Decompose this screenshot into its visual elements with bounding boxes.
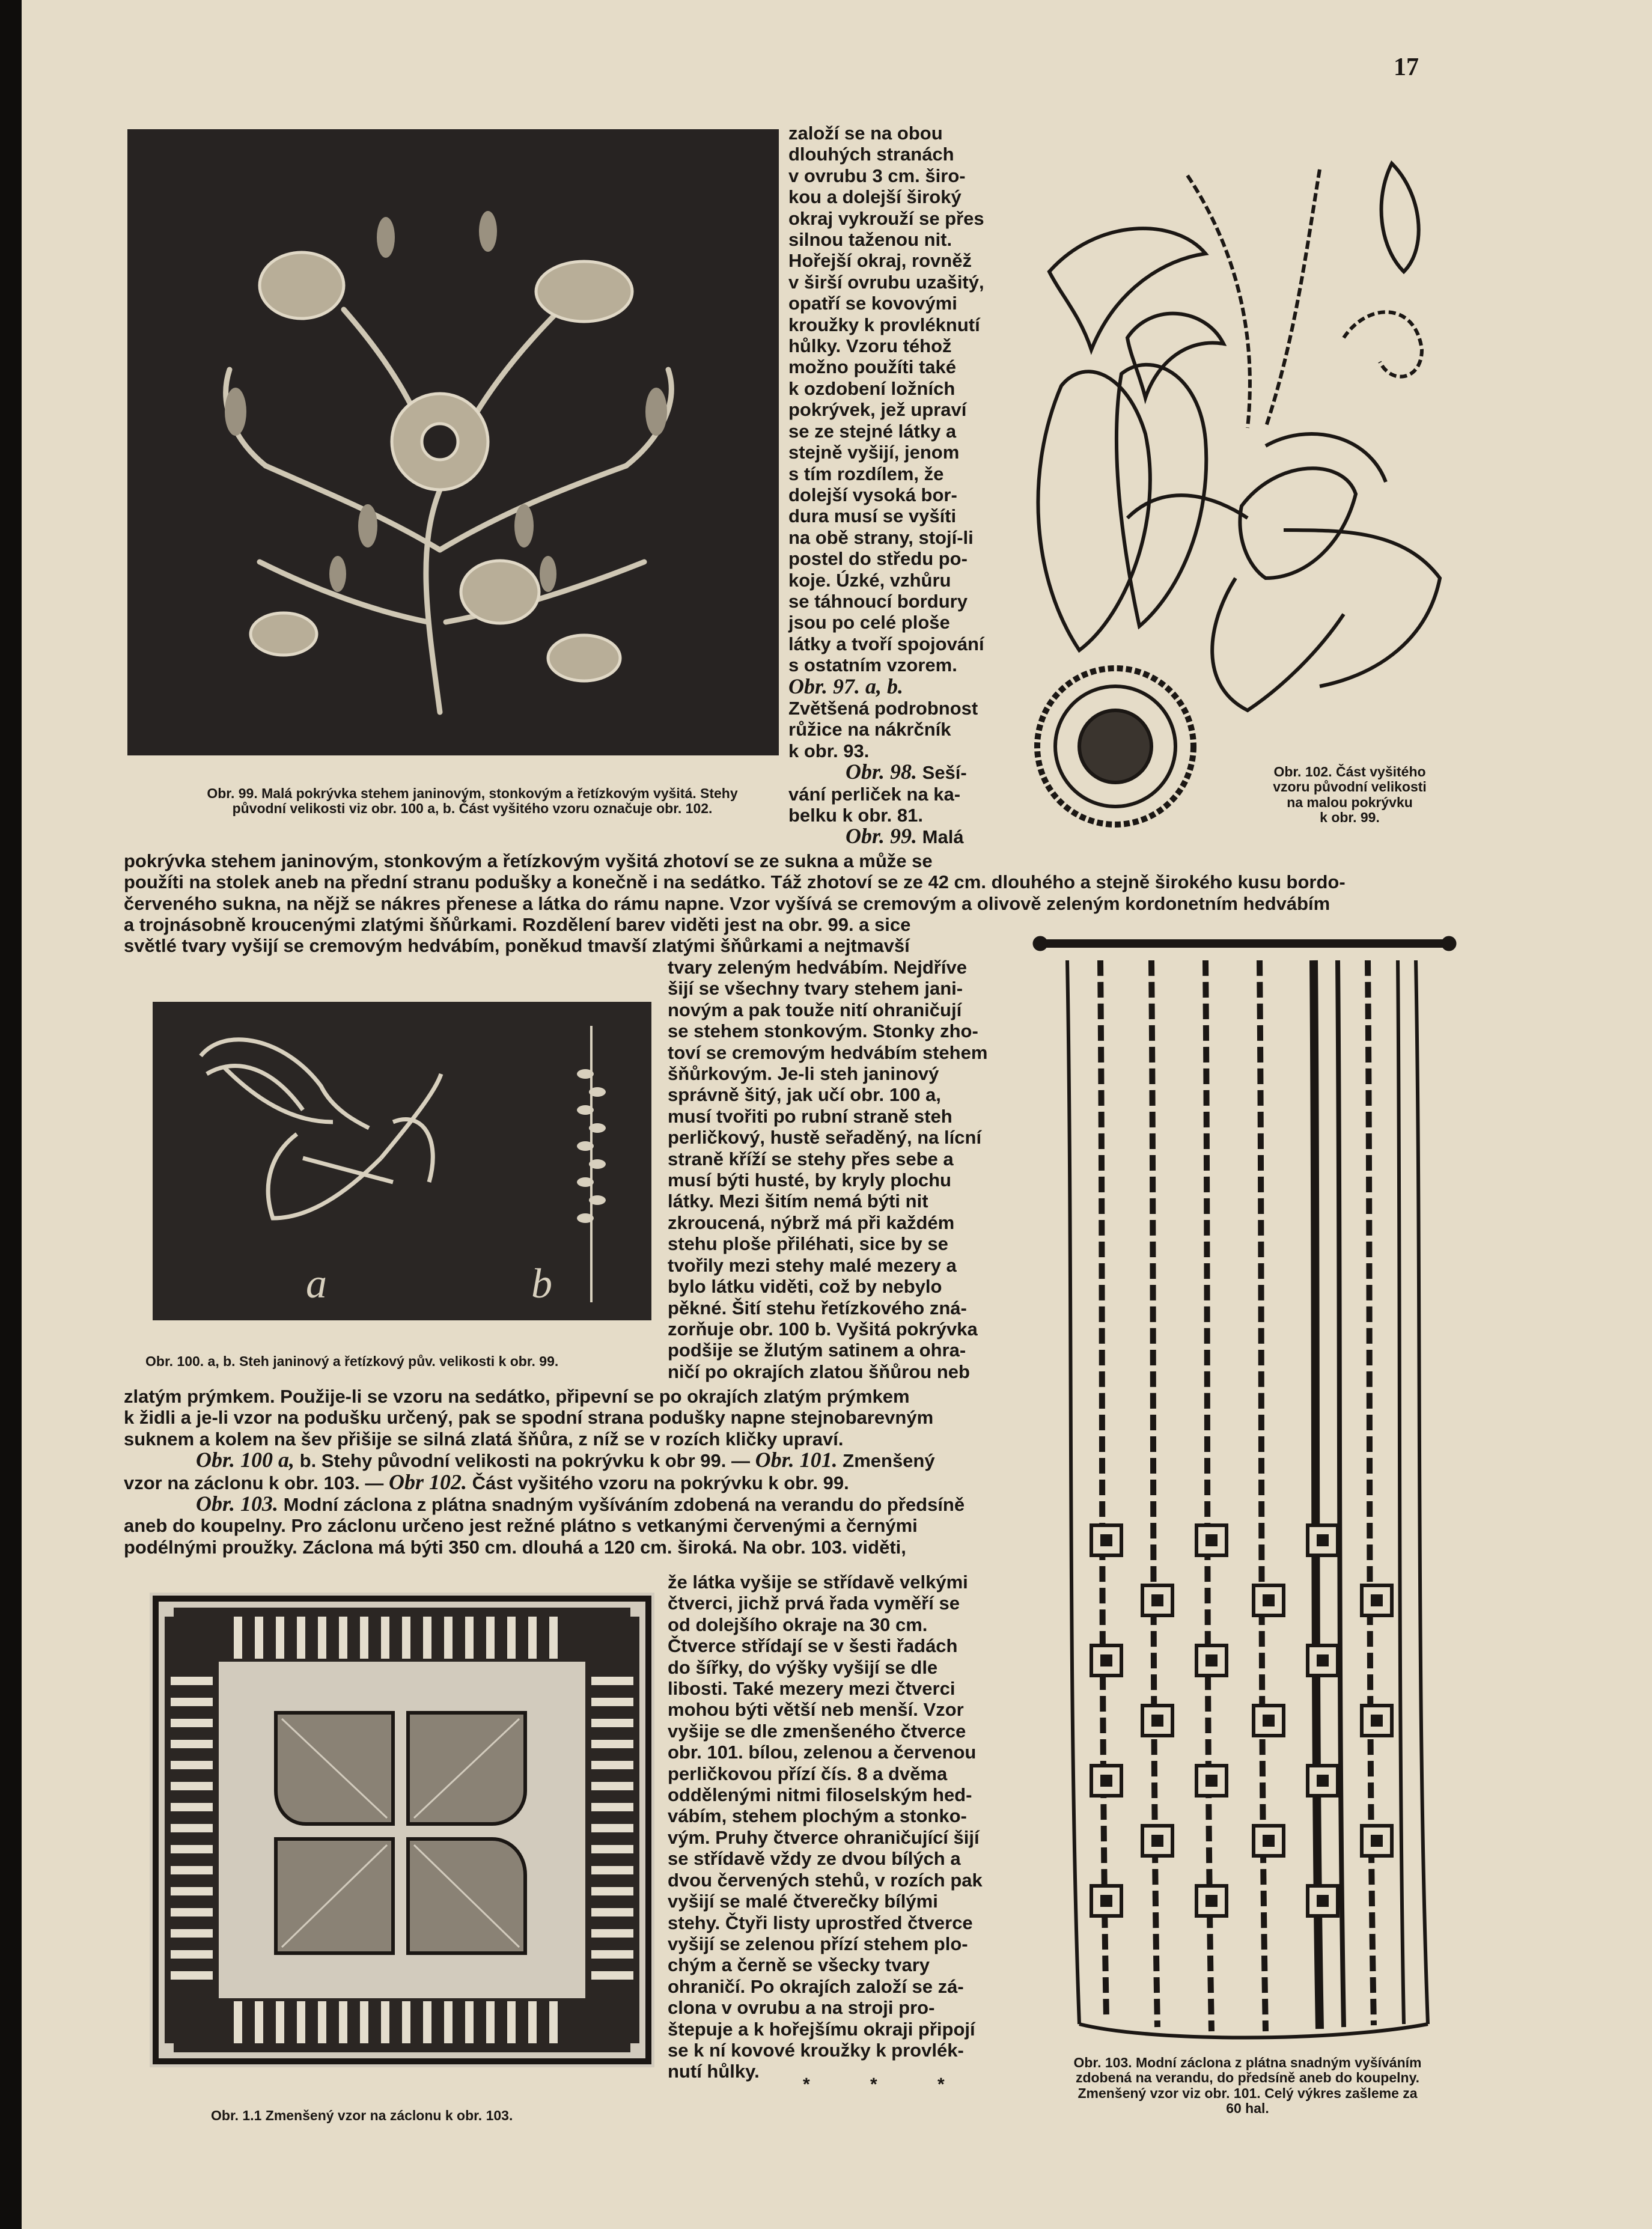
paragraph-middle xyxy=(124,1386,1019,1558)
text-line: použíti na stolek aneb na přední stranu podušky a konečně i na sedátko. Táž zhotoví se ze 42 cm. dlouhého a stejně širokého kusu bordo- xyxy=(124,871,1346,893)
caption-line: Zmenšený vzor viz obr. 101. Celý výkres zašleme za xyxy=(1077,2085,1418,2101)
text-line: k obr. 93. xyxy=(788,740,870,761)
text-line: látky. Mezi šitím nemá býti nit xyxy=(668,1191,928,1212)
text-line: se k ní kovové kroužky k provlék- xyxy=(668,2039,964,2061)
text-line: nutí hůlky. xyxy=(668,2061,760,2082)
text-line: opatří se kovovými xyxy=(788,293,957,314)
text-line: pokrývek, jež upraví xyxy=(788,399,967,421)
text-line: do šířky, do výšky vyšijí se dle xyxy=(668,1656,938,1678)
text-line: světlé tvary vyšijí se cremovým hedvábím, poněkud tmavší zlatými šňůrkami a nejtmavší xyxy=(124,935,910,957)
text-line: suknem a kolem na šev přišije se silná zlatá šňůra, z níž se v rozích kličky upraví. xyxy=(124,1428,844,1450)
text-line: dura musí se vyšíti xyxy=(788,505,957,527)
section-stars: * * * xyxy=(803,2075,972,2094)
text-line: v ovrubu 3 cm. širo- xyxy=(788,165,966,186)
text-line: vým. Pruhy čtverce ohraničující šijí xyxy=(668,1826,980,1848)
figure-ref-100: Obr. 100 a, xyxy=(196,1448,295,1472)
square-pattern-illustration xyxy=(150,1593,654,2067)
text-line: chým a černě se všecky tvary xyxy=(668,1954,930,1976)
text-line: vyšijí se malé čtverečky bílými xyxy=(668,1891,938,1912)
text-line: podélnými proužky. Záclona má býti 350 cm. dlouhá a 120 cm. široká. Na obr. 103. viděti, xyxy=(124,1536,906,1558)
full-width-paragraph-short xyxy=(124,914,1037,957)
stitch-illustration xyxy=(153,1002,651,1320)
figure-ref-103: Obr. 103. xyxy=(196,1492,279,1516)
text-line: aneb do koupelny. Pro záclonu určeno jest režné plátno s vetkanými červenými a černými xyxy=(124,1515,918,1537)
caption-line: původní velikosti viz obr. 100 a, b. Část vyšitého vzoru označuje obr. 102. xyxy=(232,800,713,817)
text-line: zlatým prýmkem. Použije-li se vzoru na sedátko, připevní se po okrajích zlatým prýmkem xyxy=(124,1386,910,1407)
caption-obr-99 xyxy=(142,786,803,817)
text-fragment: vzor na záclonu k obr. 103. — xyxy=(124,1472,389,1493)
text-line: obr. 101. bílou, zelenou a červenou xyxy=(668,1742,977,1763)
text-line: se ze stejné látky a xyxy=(788,420,957,442)
text-line: stejně vyšijí, jenom xyxy=(788,442,960,463)
text-line: clona v ovrubu a na stroji pro- xyxy=(668,1997,935,2019)
figure-ref-101: Obr. 101. xyxy=(755,1448,838,1472)
text-line: správně šitý, jak učí obr. 100 a, xyxy=(668,1084,941,1106)
figure-99-embroidered-cover xyxy=(127,129,779,755)
caption-obr-100: Obr. 100. a, b. Steh janinový a řetízkový pův. velikosti k obr. 99. xyxy=(145,1353,559,1369)
page-number: 17 xyxy=(1394,53,1419,81)
text-line: červeného sukna, na nějž se nákres přenese a látka do rámu napne. Vzor vyšívá se cremovým a olivově zeleným kordonetním hedvábím xyxy=(124,892,1330,914)
text-line: šňůrkovým. Je-li steh janinový xyxy=(668,1063,939,1085)
text-line: okraj vykrouží se přes xyxy=(788,207,984,229)
text-line: libosti. Také mezery mezi čtverci xyxy=(668,1678,956,1700)
text-line: perličkovou přízí čís. 8 a dvěma xyxy=(668,1763,948,1784)
text-line: vyšije se dle zmenšeného čtverce xyxy=(668,1720,966,1742)
text-line: perličkový, hustě seřaděný, na lícní xyxy=(668,1127,982,1148)
text-line: k židli a je-li vzor na podušku určený, pak se spodní strana podušky napne stejnobarevným xyxy=(124,1407,934,1429)
text-line: vání perliček na ka- xyxy=(788,783,961,805)
text-line: vyšijí se zelenou přízí stehem plo- xyxy=(668,1933,968,1954)
text-fragment: Malá xyxy=(917,826,964,848)
figure-100-stitches xyxy=(153,1002,651,1320)
text-line: dolejší vysoká bor- xyxy=(788,484,957,505)
figure-ref-102: Obr 102. xyxy=(389,1469,468,1494)
text-line: novým a pak touže nití ohraničují xyxy=(668,999,962,1020)
text-line: na obě strany, stojí-li xyxy=(788,526,974,548)
text-line: silnou taženou nit. xyxy=(788,229,952,251)
caption-line: 60 hal. xyxy=(1226,2100,1269,2117)
text-line: hůlky. Vzoru téhož xyxy=(788,335,952,357)
figure-ref-97: Obr. 97. a, b. xyxy=(788,674,904,698)
text-line: belku k obr. 81. xyxy=(788,805,923,826)
text-line: mohou býti větší neb menší. Vzor xyxy=(668,1699,964,1721)
text-line: kroužky k provléknutí xyxy=(788,314,980,335)
text-line: koje. Úzké, vzhůru xyxy=(788,569,951,591)
text-line: s ostatním vzorem. xyxy=(788,654,957,676)
text-line: dlouhých stranách xyxy=(788,144,954,165)
text-line: stehu ploše přiléhati, sice by se xyxy=(668,1233,948,1255)
text-line: pokrývka stehem janinovým, stonkovým a řetízkovým vyšitá zhotoví se ze sukna a může se xyxy=(124,850,933,871)
text-line: tvary zeleným hedvábím. Nejdříve xyxy=(668,957,967,978)
text-fragment: Modní záclona z plátna snadným vyšíváním zdobená na verandu do předsíně xyxy=(278,1494,965,1516)
text-line: zkroucená, nýbrž má při každém xyxy=(668,1212,955,1233)
caption-obr-103 xyxy=(1019,2055,1476,2117)
text-line: ničí po okrajích zlatou šňůrou neb xyxy=(668,1361,970,1382)
text-line: látky a tvoří spojování xyxy=(788,633,984,654)
text-line: stehy. Čtyři listy uprostřed čtverce xyxy=(668,1912,973,1933)
text-line: Zvětšená podrobnost xyxy=(788,697,978,719)
text-line: ohraničí. Po okrajích založí se zá- xyxy=(668,1975,964,1997)
figure-102-pattern xyxy=(1007,157,1464,837)
text-line: v širší ovrubu uzašitý, xyxy=(788,271,984,293)
floral-embroidery-illustration xyxy=(127,129,779,755)
curtain-illustration xyxy=(1031,924,1464,2054)
figure-ref-99: Obr. 99. xyxy=(846,824,918,849)
caption-line: Obr. 102. Část vyšitého xyxy=(1273,764,1426,779)
caption-line: zdobená na verandu, do předsíně aneb do koupelny. xyxy=(1075,2070,1420,2086)
text-line: se táhnoucí bordury xyxy=(788,590,968,612)
text-line: možno použíti také xyxy=(788,356,956,378)
figure-letter-a: a xyxy=(306,1261,327,1307)
text-line: oddělenými nitmi filoselským hed- xyxy=(668,1784,972,1806)
text-line: kou a dolejší široký xyxy=(788,186,962,208)
caption-obr-102 xyxy=(1236,764,1464,826)
text-line: toví se cremovým hedvábím stehem xyxy=(668,1041,988,1063)
text-line: a trojnásobně kroucenými zlatými šňůrkami. Rozdělení barev viděti jest na obr. 99. a sice xyxy=(124,914,911,935)
text-line: musí tvořiti po rubní straně steh xyxy=(668,1105,952,1127)
text-line: štepuje a k hořejšímu okraji připojí xyxy=(668,2018,975,2040)
text-line: růžice na nákrčník xyxy=(788,719,951,740)
text-line: Hořejší okraj, rovněž xyxy=(788,250,972,272)
text-line: založí se na obou xyxy=(788,123,943,144)
text-fragment: b. Stehy původní velikosti na pokrývku k obr 99. — xyxy=(294,1450,755,1472)
text-fragment: Seší- xyxy=(917,762,967,784)
text-line: Čtverce střídají se v šesti řadách xyxy=(668,1635,958,1657)
caption-line: vzoru původní velikosti xyxy=(1273,779,1427,795)
text-column-bottom xyxy=(668,1572,1022,2082)
text-line: jsou po celé ploše xyxy=(788,612,950,633)
caption-line: k obr. 99. xyxy=(1320,810,1380,826)
text-line: bylo látku viděti, což by nebylo xyxy=(668,1276,942,1297)
caption-line: na malou pokrývku xyxy=(1287,794,1413,810)
text-line: tvořily mezi stehy malé mezery a xyxy=(668,1254,957,1276)
text-line: k ozdobení ložních xyxy=(788,377,956,399)
text-column-middle xyxy=(668,957,1016,1382)
text-line: s tím rozdílem, že xyxy=(788,463,944,484)
text-line: od dolejšího okraje na 30 cm. xyxy=(668,1614,928,1635)
text-line: postel do středu po- xyxy=(788,548,968,570)
text-line: musí býti husté, by kryly plochu xyxy=(668,1169,951,1191)
text-line: pěkné. Šití stehu řetízkového zná- xyxy=(668,1297,967,1319)
text-line: vábím, stehem plochým a stonko- xyxy=(668,1805,967,1827)
figure-ref-98: Obr. 98. xyxy=(846,760,918,784)
text-line: podšije se žlutým satinem a ohra- xyxy=(668,1340,966,1361)
full-width-paragraph xyxy=(124,850,1461,914)
caption-line: Obr. 103. Modní záclona z plátna snadným vyšíváním xyxy=(1073,2055,1422,2070)
text-line: se střídavě vždy ze dvou bílých a xyxy=(668,1848,961,1870)
text-line: dvou červených stehů, v rozích pak xyxy=(668,1869,983,1891)
text-line: že látka vyšije se střídavě velkými xyxy=(668,1572,968,1593)
text-fragment: Zmenšený xyxy=(837,1450,935,1472)
figure-101-square-pattern xyxy=(150,1593,654,2067)
text-line: straně kříží se stehy přes sebe a xyxy=(668,1148,954,1169)
text-fragment: Část vyšitého vzoru na pokrývku k obr. 99. xyxy=(467,1472,849,1493)
figure-letter-b: b xyxy=(531,1261,552,1307)
caption-line: Obr. 99. Malá pokrývka stehem janinovým, stonkovým a řetízkovým vyšitá. Stehy xyxy=(207,785,738,801)
text-line: šijí se všechny tvary stehem jani- xyxy=(668,978,963,999)
text-line: zorňuje obr. 100 b. Vyšitá pokrývka xyxy=(668,1318,978,1340)
magazine-page xyxy=(22,0,1652,2229)
text-line: čtverci, jichž prvá řada vyměří se xyxy=(668,1593,960,1614)
caption-obr-101: Obr. 1.1 Zmenšený vzor na záclonu k obr. 103. xyxy=(211,2108,513,2123)
outline-pattern-illustration xyxy=(1007,157,1464,837)
figure-103-curtain xyxy=(1031,924,1464,2054)
text-column-top xyxy=(788,123,1041,848)
text-line: se stehem stonkovým. Stonky zho- xyxy=(668,1020,978,1042)
